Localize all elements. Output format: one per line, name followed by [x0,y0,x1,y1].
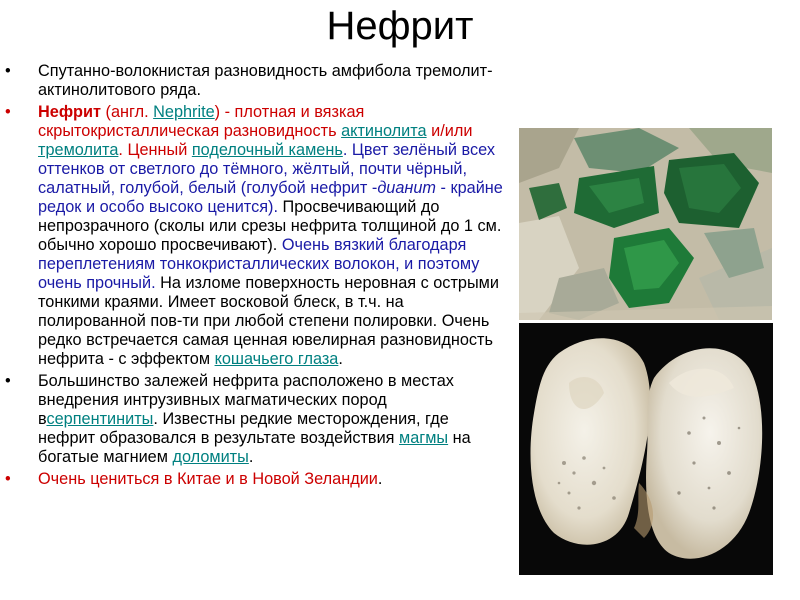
text-segment: . [377,470,383,488]
link-ornamental-stone[interactable]: поделочный камень [191,141,343,159]
link-cats-eye[interactable]: кошачьего глаза [214,350,339,368]
text-segment: Просвечивающий до непрозрачного (сколы или срезы нефрита толщиной до 1 см. обычно хорошо просвечивают). [38,198,502,254]
text-segment: . [338,350,343,368]
text-segment: (англ. [101,103,154,121]
term-nephrite: Нефрит [38,103,101,121]
link-actinolite[interactable]: актинолита [341,122,427,140]
text-segment: . [248,448,254,466]
text-segment: ) - плотная и вязкая скрытокристаллическая разновидность [38,103,365,140]
text-segment: - крайне редок и особо высоко ценится). [38,179,503,216]
green-jade-photo [519,128,772,320]
text-segment: на богатые магнием [38,429,471,466]
bullet-item [0,372,505,467]
text-segment: . Ценный [118,141,192,159]
text-segment: . Цвет зелёный всех оттенков от светлого до тёмного, жёлтый, почти чёрный, салатный, голубой, белый (голубой нефрит - [38,141,495,197]
text-segment: Большинство залежей нефрита расположено в местах внедрения интрузивных магматических пород в [38,372,454,428]
bullet-marker: • [5,62,11,80]
link-serpentinite[interactable]: серпентиниты [46,410,154,428]
text-segment: . Известны редкие месторождения, где нефрит образовался в результате воздействия [38,410,449,447]
text-segment: Очень вязкий благодаря переплетениям тонкокристаллических волокон, и поэтому очень прочный. [38,236,480,292]
bullet-item [0,103,505,369]
slide-content [0,62,505,492]
slide-title: Нефрит [326,4,474,48]
link-nephrite[interactable]: Nephrite [153,103,215,121]
link-magma[interactable]: магмы [399,429,449,447]
white-nephrite-photo [519,323,773,575]
link-tremolite[interactable]: тремолита [38,141,119,159]
text-segment: и/или [426,122,473,140]
text-segment: На изломе поверхность неровная с острыми тонкими краями. Имеет восковой блеск, в т.ч. на полированной пов-ти при любой степени полировки. Очень редко встречается самая ценная ювелирная разновидность нефрита - с эффектом [38,274,499,368]
bullet-item [0,470,505,489]
text-segment: Очень цениться в Китае и в Новой Зеландии [38,470,378,488]
link-dolomite[interactable]: доломиты [172,448,249,466]
bullet-marker: • [5,470,11,488]
bullet-list [0,62,505,489]
bullet-item [0,62,505,100]
term-dianite: дианит [377,179,436,197]
paragraph-text: Спутанно-волокнистая разновидность амфибола тремолит-актинолитового ряда. [38,62,493,99]
bullet-marker: • [5,372,11,390]
bullet-marker: • [5,103,11,121]
